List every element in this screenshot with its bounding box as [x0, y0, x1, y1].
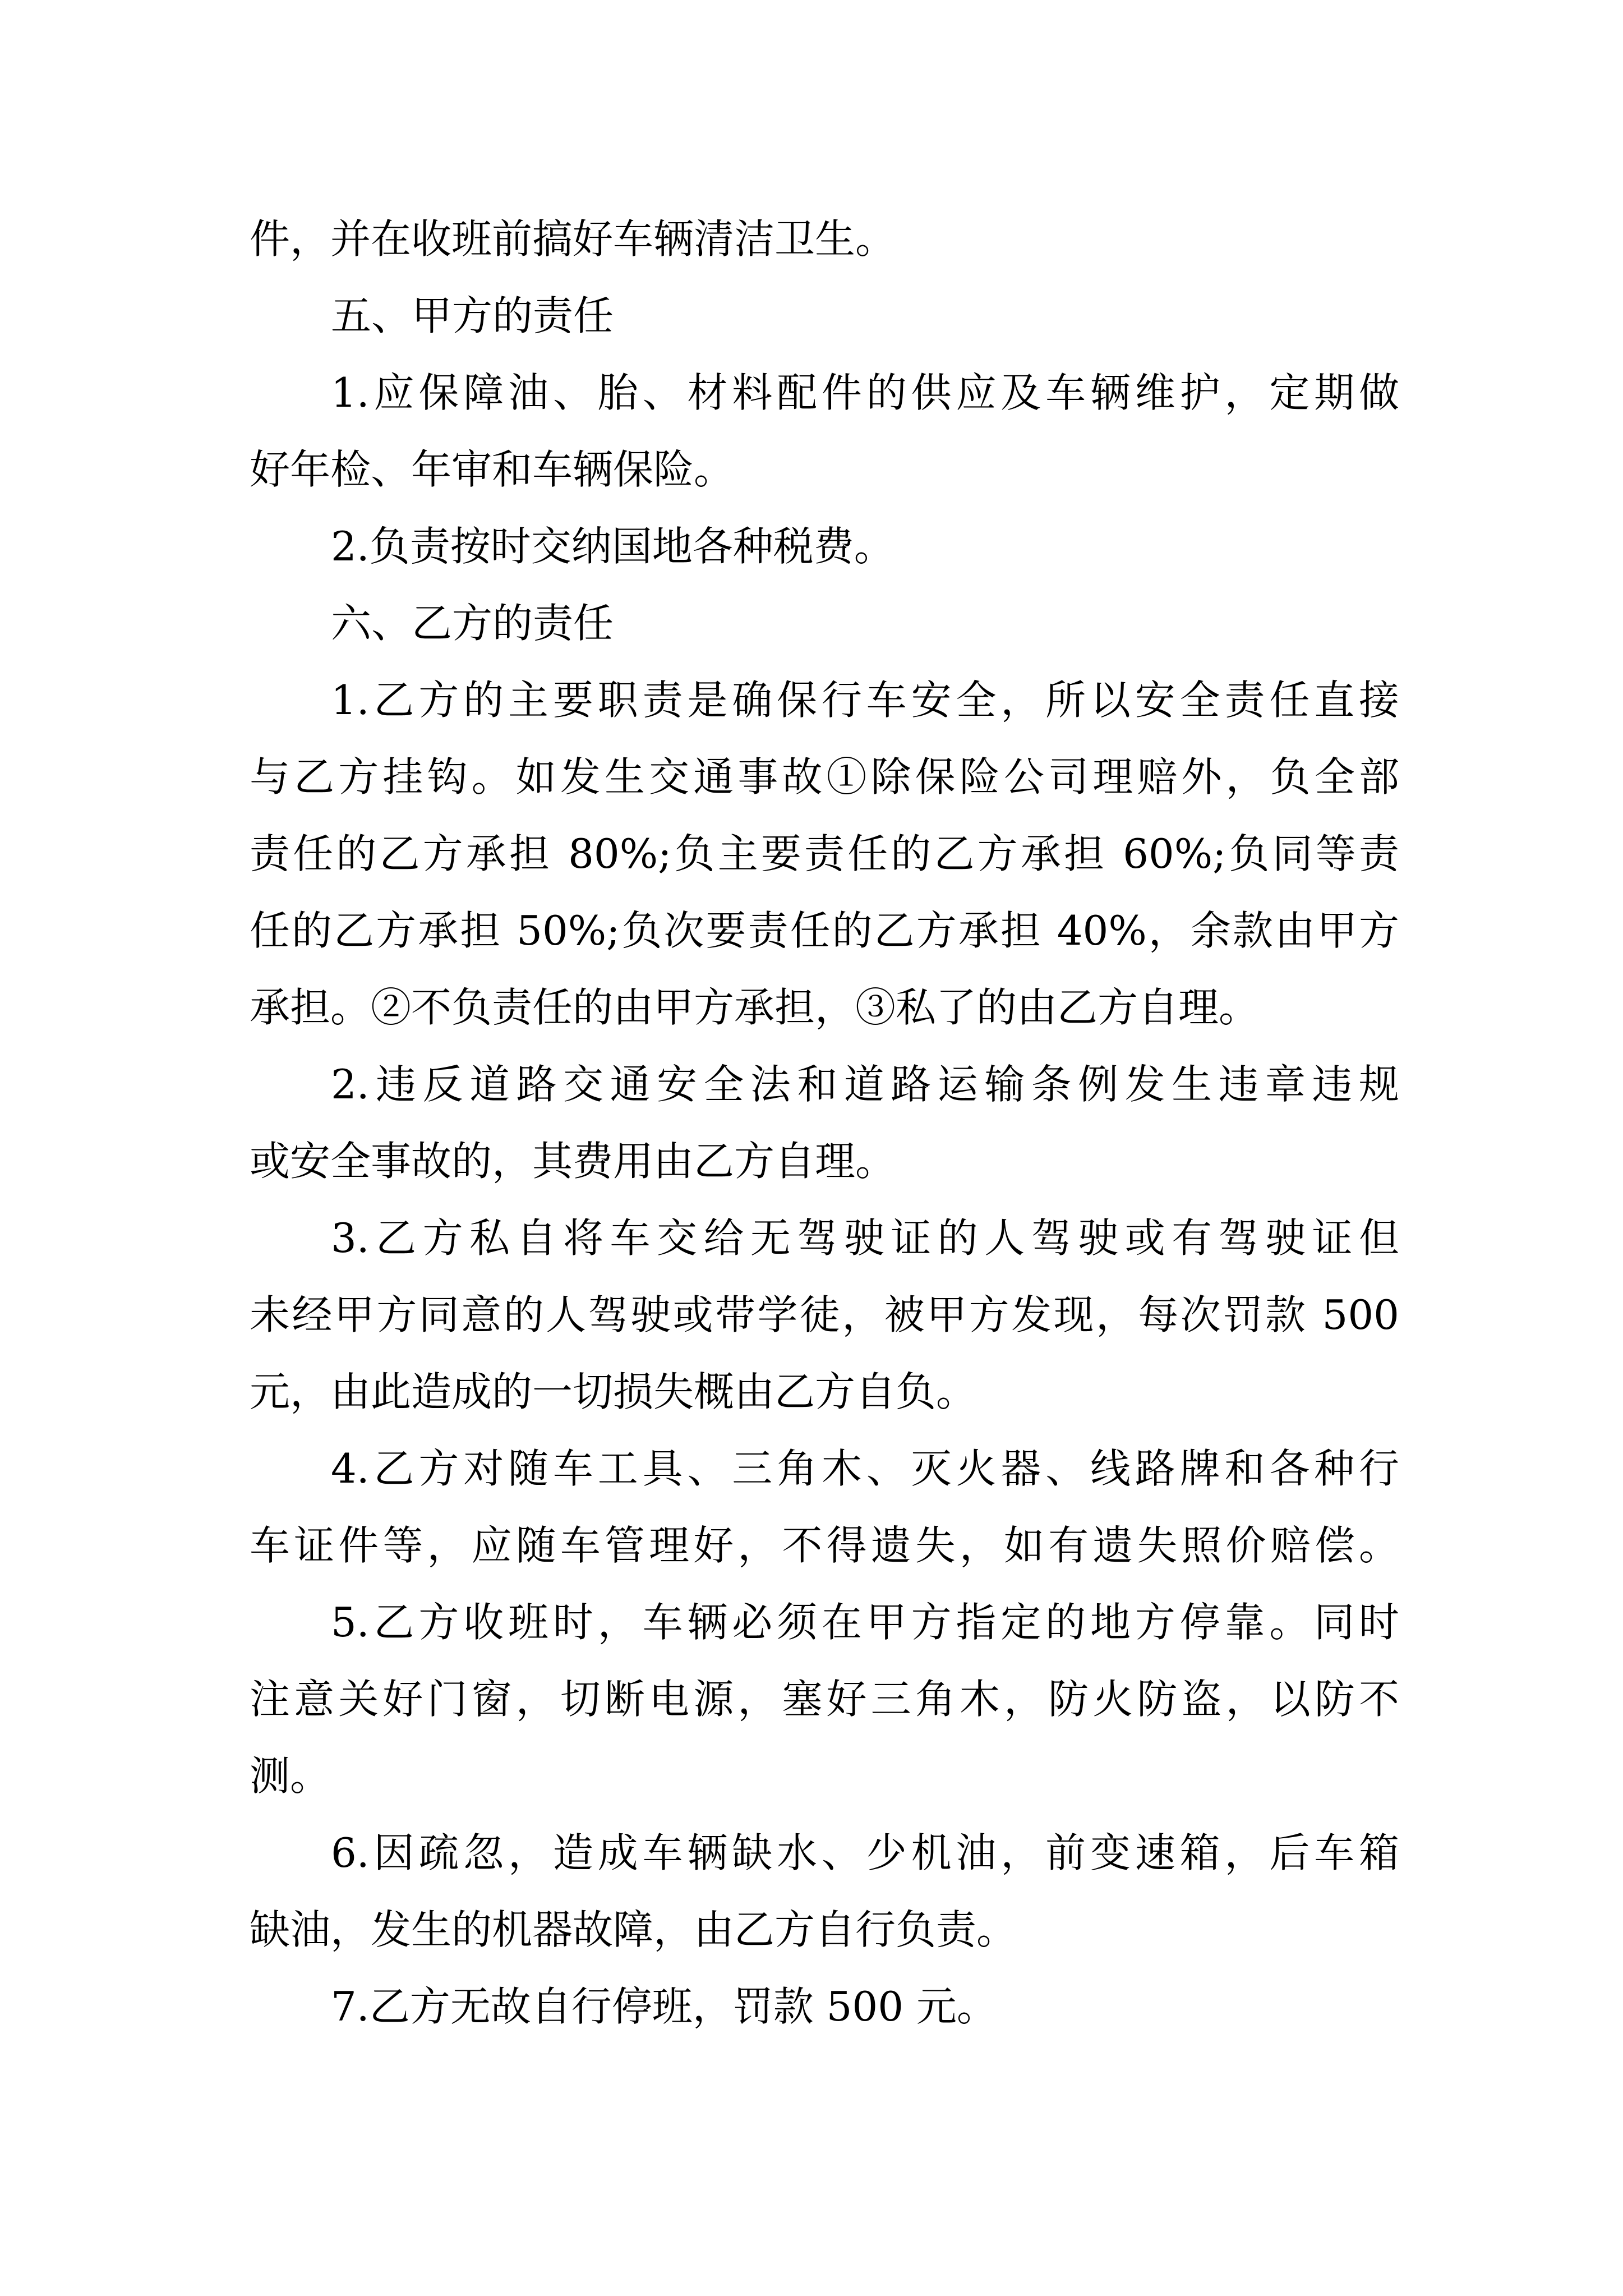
text-line: 或安全事故的，其费用由乙方自理。 [250, 1138, 896, 1185]
text-line: 车证件等，应随车管理好，不得遗失，如有遗失照价赔偿。 [250, 1522, 1399, 1569]
text-line: 6.因疏忽，造成车辆缺水、少机油，前变速箱，后车箱 [331, 1829, 1399, 1876]
text-line: 2.负责按时交纳国地各种税费。 [331, 523, 895, 570]
section-heading: 五、甲方的责任 [331, 292, 614, 339]
text-line: 缺油，发生的机器故障，由乙方自行负责。 [250, 1906, 1017, 1953]
text-line: 未经甲方同意的人驾驶或带学徒，被甲方发现，每次罚款 500 [250, 1291, 1399, 1338]
text-line: 责任的乙方承担 80%;负主要责任的乙方承担 60%;负同等责 [250, 830, 1399, 877]
text-line: 7.乙方无故自行停班，罚款 500 元。 [331, 1983, 997, 2030]
text-line: 任的乙方承担 50%;负次要责任的乙方承担 40%，余款由甲方 [250, 907, 1399, 954]
section-heading: 六、乙方的责任 [331, 600, 614, 647]
text-line: 5.乙方收班时，车辆必须在甲方指定的地方停靠。同时 [331, 1599, 1399, 1646]
text-line: 测。 [250, 1752, 331, 1800]
text-line: 件，并在收班前搞好车辆清洁卫生。 [250, 215, 896, 263]
text-line: 与乙方挂钩。如发生交通事故①除保险公司理赔外，负全部 [250, 753, 1399, 800]
text-line: 3.乙方私自将车交给无驾驶证的人驾驶或有驾驶证但 [331, 1214, 1399, 1262]
text-line: 2.违反道路交通安全法和道路运输条例发生违章违规 [331, 1061, 1399, 1108]
text-line: 1.应保障油、胎、材料配件的供应及车辆维护，定期做 [331, 369, 1399, 416]
text-line: 1.乙方的主要职责是确保行车安全，所以安全责任直接 [331, 677, 1399, 724]
text-line: 注意关好门窗，切断电源，塞好三角木，防火防盗，以防不 [250, 1676, 1399, 1723]
text-line: 好年检、年审和车辆保险。 [250, 446, 735, 493]
text-line: 4.乙方对随车工具、三角木、灭火器、线路牌和各种行 [331, 1445, 1399, 1492]
text-line: 承担。②不负责任的由甲方承担，③私了的由乙方自理。 [250, 984, 1260, 1031]
text-line: 元，由此造成的一切损失概由乙方自负。 [250, 1368, 977, 1415]
